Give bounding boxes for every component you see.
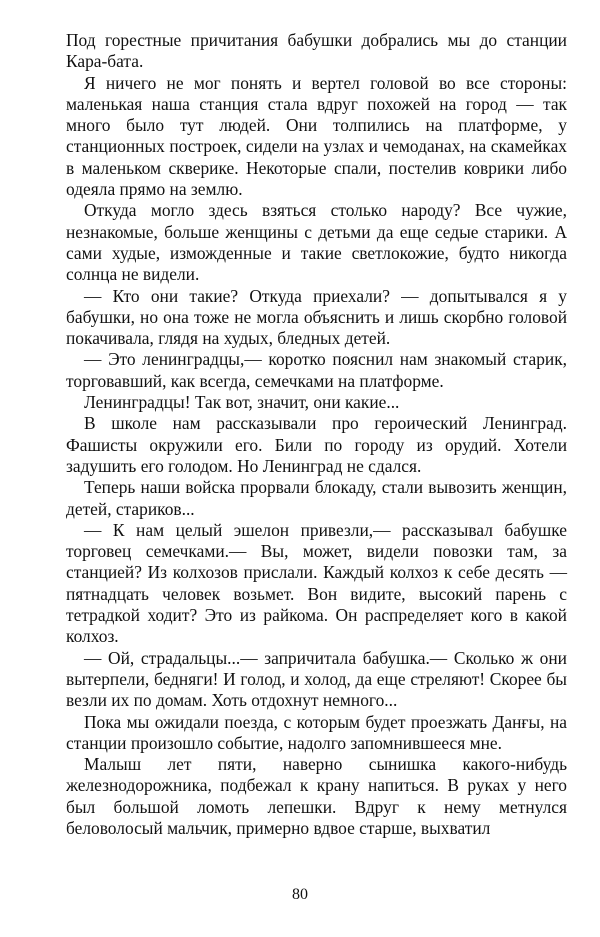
paragraph-12: Малыш лет пяти, наверно сынишка какого-нибудь железнодорожника, подбежал к крану напиться. В руках у него был большой ломоть лепешки. Вдруг к нему метнулся беловолосый мальчик, примерно вдвое старше, выхватил	[66, 754, 567, 838]
paragraph-8: Теперь наши войска прорвали блокаду, стали вывозить женщин, детей, стариков...	[66, 477, 567, 519]
paragraph-7: В школе нам рассказывали про героический Ленинград. Фашисты окружили его. Били по городу из орудий. Хотели задушить его голодом. Но Ленинград не сдался.	[66, 413, 567, 476]
paragraph-2: Я ничего не мог понять и вертел головой во все стороны: маленькая наша станция стала вдруг похожей на город — так много было тут людей. Они толпились на платформе, у станционных построек, сидели на узлах и чемоданах, на скамейках в маленьком скверике. Некоторые спали, постелив коврики либо одеяла прямо на землю.	[66, 72, 567, 200]
paragraph-10: — Ой, страдальцы...— запричитала бабушка.— Сколько ж они вытерпели, бедняги! И голод, и холод, да еще стреляют! Скорее бы везли их по домам. Хоть отдохнут немного...	[66, 647, 567, 711]
paragraph-6: Ленинградцы! Так вот, значит, они какие...	[84, 392, 400, 413]
paragraph-3: Откуда могло здесь взяться столько народу? Все чужие, незнакомые, больше женщины с детьми да еще седые старики. А сами худые, изможденные и такие светлокожие, будто никогда солнца не видели.	[66, 200, 567, 285]
paragraph-9: — К нам целый эшелон привезли,— рассказывал бабушке торговец семечками.— Вы, может, видели повозки там, за станцией? Из колхозов прислали. Каждый колхоз к себе десять — пятнадцать человек возьмет. Вон видите, высокий парень с тетрадкой ходит? Это из райкома. Он распределяет кого в какой колхоз.	[66, 519, 567, 647]
paragraph-11: Пока мы ожидали поезда, с которым будет проезжать Данғы, на станции произошло событие, надолго запомнившееся мне.	[66, 711, 567, 753]
page-number: 80	[292, 886, 308, 903]
paragraph-1: Под горестные причитания бабушки добрались мы до станции Кара-бата.	[66, 30, 567, 72]
paragraph-5: — Это ленинградцы,— коротко пояснил нам знакомый старик, торговавший, как всегда, семечками на платформе.	[66, 349, 567, 391]
page-text	[66, 30, 567, 839]
paragraph-4: — Кто они такие? Откуда приехали? — допытывался я у бабушки, но она тоже не могла объяснить и лишь скорбно головой покачивала, глядя на худых, бледных детей.	[66, 285, 567, 349]
